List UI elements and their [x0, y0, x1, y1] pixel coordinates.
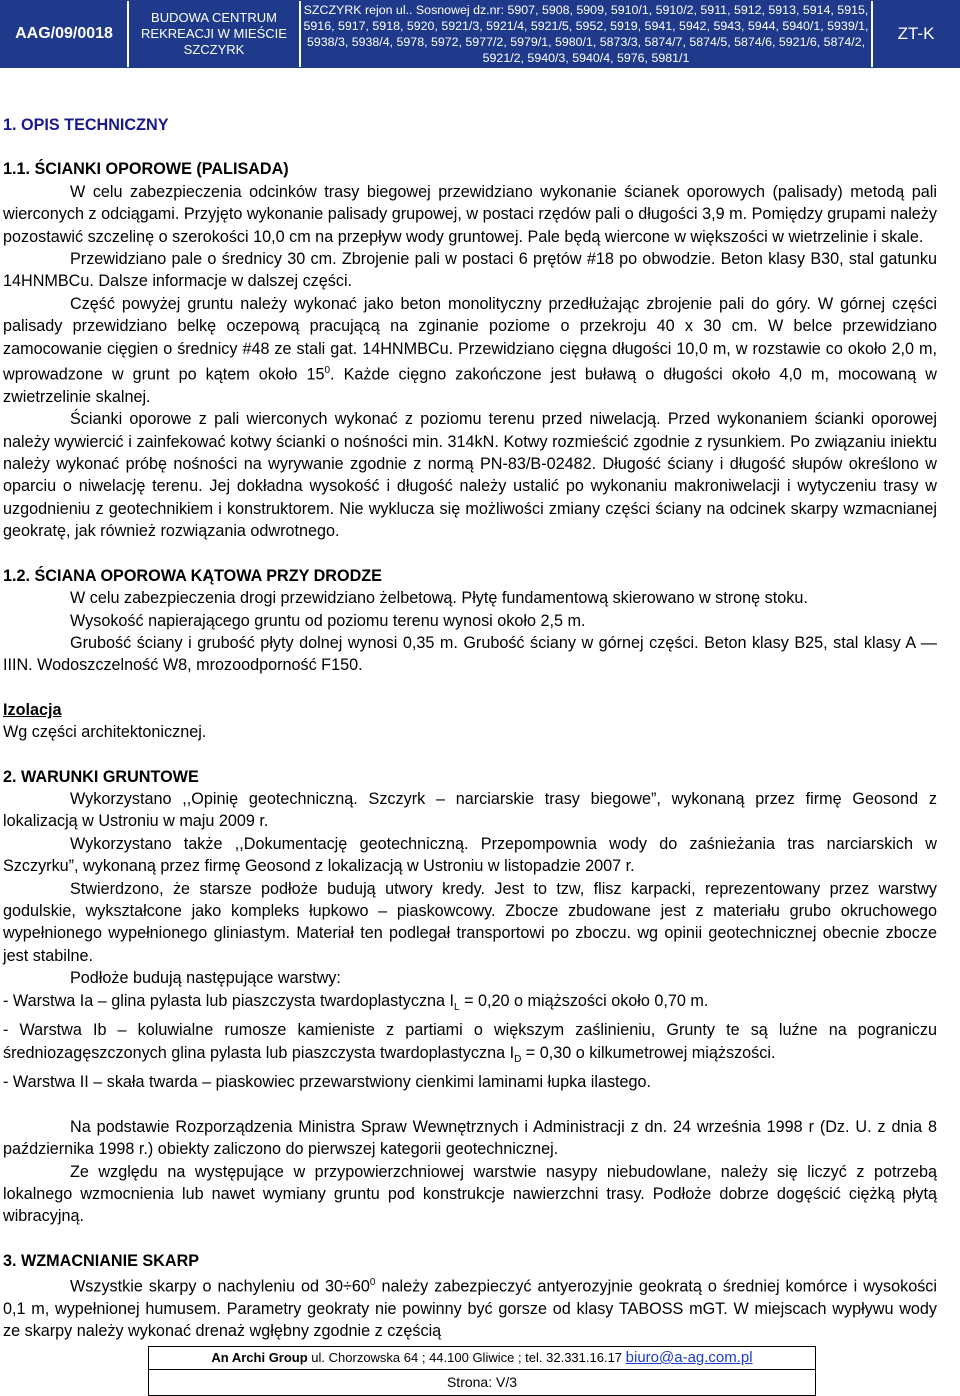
- paragraph: W celu zabezpieczenia odcinków trasy biegowej przewidziano wykonanie ścianek oporowych (palisady) metodą pali wierconych z odciągami. Przyjęto wykonanie palisady grupowej, w postaci rzędów pali o długości 3,9 m. Pomiędzy grupami należy pozostawić szczelinę o szerokości 10,0 cm na przepływ wody gruntowej. Pale będą wiercone w większości w wietrzelinie i skale.: [3, 182, 937, 246]
- paragraph: Wysokość napierającego gruntu od poziomu terenu wynosi około 2,5 m.: [70, 611, 586, 630]
- paragraph: Grubość ściany i grubość płyty dolnej wynosi 0,35 m. Grubość ściany w górnej części. Beton klasy B25, stal klasy A — IIIN. Wodoszczelność W8, mrozoodporność F150.: [3, 633, 937, 675]
- list-item: - Warstwa Ia – glina pylasta lub piaszczysta twardoplastyczna $I_L = 0,20$ o miąższości około 0,70 m.: [3, 991, 709, 1013]
- section-heading: 1.1. ŚCIANKI OPOROWE (PALISADA): [3, 160, 289, 179]
- section-heading: 3. WZMACNIANIE SKARP: [3, 1251, 200, 1270]
- email-link[interactable]: biuro@a-ag.com.pl: [625, 1349, 753, 1366]
- doc-id: AAG/09/0018: [1, 1, 127, 67]
- document-footer: [148, 1346, 816, 1396]
- footer-contact: [149, 1347, 815, 1370]
- paragraph: Część powyżej gruntu należy wykonać jako beton monolityczny przedłużając zbrojenie pali do góry. W górnej części palisady przewidziano belkę oczepową pracującą na zginanie poziome o przekroju 40 x 30 cm. W belce przewidziano zamocowanie cięgien o średnicy #48 ze stali gat. 14HNMBCu. Przewidziano cięgna długości 10,0 m, w rozstawie co około 2,0 m, wprowadzone w grunt po kątem około $15^0$. Każde cięgno zakończone jest buławą o długości około 4,0 m, mocowaną w zwietrzelinie skalnej.: [3, 294, 937, 406]
- section-heading: 1. OPIS TECHNICZNY: [3, 116, 169, 134]
- list-item: - Warstwa II – skała twarda – piaskowiec przewarstwiony cienkimi laminami łupka ilastego.: [3, 1073, 652, 1092]
- doc-code: ZT-K: [873, 1, 959, 67]
- paragraph: W celu zabezpieczenia drogi przewidziano żelbetową. Płytę fundamentową skierowano w stronę stoku.: [70, 589, 808, 608]
- paragraph: Ze względu na występujące w przypowierzchniowej warstwie nasypy niebudowlane, należy się liczyć z potrzebą lokalnego wzmocnienia lub nawet wymiany gruntu pod konstrukcje nawierzchni trasy. Podłoże dobrze dogęścić ciężką płytą wibracyjną.: [3, 1162, 937, 1226]
- page-number: Strona: V/3: [446, 1374, 518, 1390]
- paragraph: Wykorzystano także ,,Dokumentację geotechniczną. Przepompownia wody do zaśnieżania tras narciarskich w Szczyrku”, wykonaną przez firmę Geosond z lokalizacją w Ustroniu w listopadzie 2007 r.: [3, 834, 937, 876]
- paragraph: Wg części architektonicznej.: [3, 723, 207, 742]
- paragraph: Wykorzystano ,,Opinię geotechniczną. Szczyrk – narciarskie trasy biegowe”, wykonaną przez firmę Geosond z lokalizacją w Ustroniu w maju 2009 r.: [3, 789, 937, 831]
- document-body: [3, 114, 937, 1343]
- section-heading: Izolacja: [3, 700, 62, 719]
- paragraph: Wszystkie skarpy o nachyleniu od $30\div 60^0$ należy zabezpieczyć antyerozyjnie geokratą o średniej komórce i wysokości 0,1 m, wypełnionej humusem. Parametry geokraty nie powinny być gorsze od klasy TABOSS mGT. W miejscach wypływu wody ze skarpy należy wykonać drenaż wgłębny zgodnie z częścią: [3, 1277, 937, 1341]
- paragraph: Stwierdzono, że starsze podłoże budują utwory kredy. Jest to tzw, flisz karpacki, reprezentowany przez warstwy godulskie, wykształcone jako kompleks łupkowo – piaskowcowy. Zbocze zbudowane jest z materiału grubo okruchowego wypełnionego wypełnionego gliniastym. Materiał ten podlegał transportowi po zboczu. wg opinii geotechnicznej obecnie zbocze jest stabilne.: [3, 879, 937, 965]
- section-heading: 2. WARUNKI GRUNTOWE: [3, 767, 199, 786]
- company-address: ul. Chorzowska 64 ; 44.100 Gliwice ; tel. 32.331.16.17: [307, 1350, 626, 1365]
- list-item: - Warstwa Ib – koluwialne rumosze kamieniste z partiami o większym zaślinieniu, Grunty te są luźne na pograniczu średniozagęszczonych glina pylasta lub piaszczysta twardoplastyczna $I_D = 0,30$ o kilkumetrowej miąższości.: [3, 1021, 937, 1065]
- company-name: An Archi Group: [211, 1350, 308, 1365]
- location-plots: SZCZYRK rejon ul.. Sosnowej dz.nr: 5907, 5908, 5909, 5910/1, 5910/2, 5911, 5912, 5913, 5914, 5915, 5916, 5917, 5918, 5920, 5921/3, 5921/4, 5921/5, 5952, 5919, 5941, 5942, 5943, 5944, 5940/1, 5939/1, 5938/3, 5938/4, 5978, 5972, 5977/2, 5979/1, 5980/1, 5873/3, 5874/7, 5874/5, 5874/6, 5921/6, 5874/2, 5921/2, 5940/3, 5940/4, 5976, 5981/1: [301, 1, 871, 67]
- project-name: BUDOWA CENTRUM REKREACJI W MIEŚCIE SZCZYRK: [129, 1, 299, 67]
- paragraph: Ścianki oporowe z pali wierconych wykonać z poziomu terenu przed niwelacją. Przed wykonaniem ścianki oporowej należy wywiercić i zainfekować kotwy ścianki o nośności min. 314kN. Kotwy rozmieścić zgodnie z rysunkiem. Po związaniu iniektu należy wykonać próbę nośności na wyrywanie zgodnie z normą PN-83/B-02482. Długość ściany i długość słupów określono w oparciu o niwelację terenu. Jej dokładna wysokość i długość należy ustalić po wykonaniu makroniwelacji i wytyczeniu trasy w uzgodnieniu z geotechnikiem i konstruktorem. Nie wyklucza się możliwości zmiany części ściany na odcinek skarpy wzmacnianej geokratę, jak również rozwiązania odwrotnego.: [3, 410, 937, 541]
- document-header: [0, 0, 960, 68]
- paragraph: Na podstawie Rozporządzenia Ministra Spraw Wewnętrznych i Administracji z dn. 24 września 1998 r (Dz. U. z dnia 8 października 1998 r.) obiekty zaliczono do pierwszej kategorii geotechnicznej.: [3, 1117, 937, 1159]
- section-heading: 1.2. ŚCIANA OPOROWA KĄTOWA PRZY DRODZE: [3, 566, 382, 585]
- paragraph: Podłoże budują następujące warstwy:: [70, 969, 341, 988]
- paragraph: Przewidziano pale o średnicy 30 cm. Zbrojenie pali w postaci 6 prętów #18 po obwodzie. Beton klasy B30, stal gatunku 14HNMBCu. Dalsze informacje w dalszej części.: [3, 250, 937, 291]
